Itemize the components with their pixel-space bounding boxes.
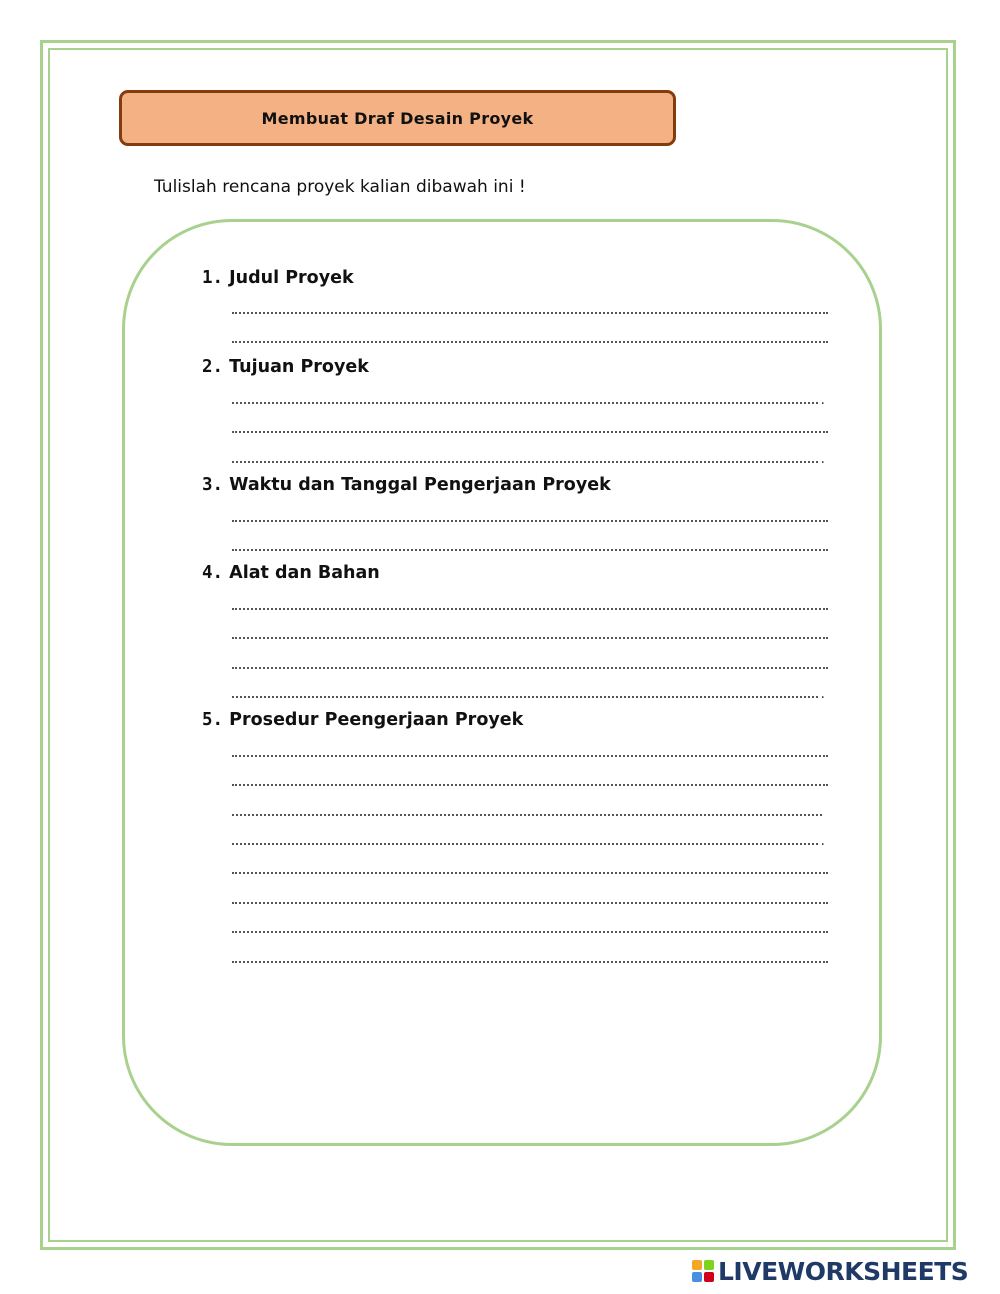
section-1-label: Judul Proyek xyxy=(229,268,354,288)
section-3-number: 3. xyxy=(202,475,224,495)
logo-square-icon xyxy=(704,1260,714,1270)
answer-line[interactable] xyxy=(232,341,828,343)
title-banner xyxy=(119,90,676,146)
section-4-label: Alat dan Bahan xyxy=(229,563,380,583)
instruction-text: Tulislah rencana proyek kalian dibawah ini ! xyxy=(154,177,526,197)
section-2-number: 2. xyxy=(202,357,224,377)
section-5-number: 5. xyxy=(202,710,224,730)
answer-line[interactable] xyxy=(232,667,828,669)
answer-line[interactable] xyxy=(232,843,818,845)
answer-line[interactable] xyxy=(232,520,828,522)
liveworksheets-logo xyxy=(692,1256,968,1286)
section-4-heading xyxy=(202,563,380,583)
answer-line[interactable] xyxy=(232,608,828,610)
section-3-heading xyxy=(202,475,611,495)
answer-line[interactable] xyxy=(232,637,828,639)
logo-square-icon xyxy=(692,1260,702,1270)
section-1-number: 1. xyxy=(202,268,224,288)
answer-line[interactable] xyxy=(232,431,828,433)
answer-line[interactable] xyxy=(232,696,818,698)
logo-text: LIVEWORKSHEETS xyxy=(718,1256,969,1286)
section-2-heading xyxy=(202,357,369,377)
page-title: Membuat Draf Desain Proyek xyxy=(261,108,534,128)
section-4-number: 4. xyxy=(202,563,224,583)
answer-line[interactable] xyxy=(232,402,818,404)
answer-line[interactable] xyxy=(232,461,818,463)
answer-line[interactable] xyxy=(232,902,828,904)
section-5-heading xyxy=(202,710,523,730)
answer-line[interactable] xyxy=(232,931,828,933)
answer-line[interactable] xyxy=(232,549,828,551)
section-1-heading xyxy=(202,268,354,288)
logo-grid-icon xyxy=(692,1260,714,1282)
answer-line[interactable] xyxy=(232,814,822,816)
section-5-label: Prosedur Peengerjaan Proyek xyxy=(229,710,524,730)
logo-square-icon xyxy=(692,1272,702,1282)
section-3-label: Waktu dan Tanggal Pengerjaan Proyek xyxy=(229,475,611,495)
answer-line[interactable] xyxy=(232,784,828,786)
answer-line[interactable] xyxy=(232,755,828,757)
logo-square-icon xyxy=(704,1272,714,1282)
answer-line[interactable] xyxy=(232,312,828,314)
answer-line[interactable] xyxy=(232,872,828,874)
answer-line[interactable] xyxy=(232,961,828,963)
section-2-label: Tujuan Proyek xyxy=(229,357,369,377)
